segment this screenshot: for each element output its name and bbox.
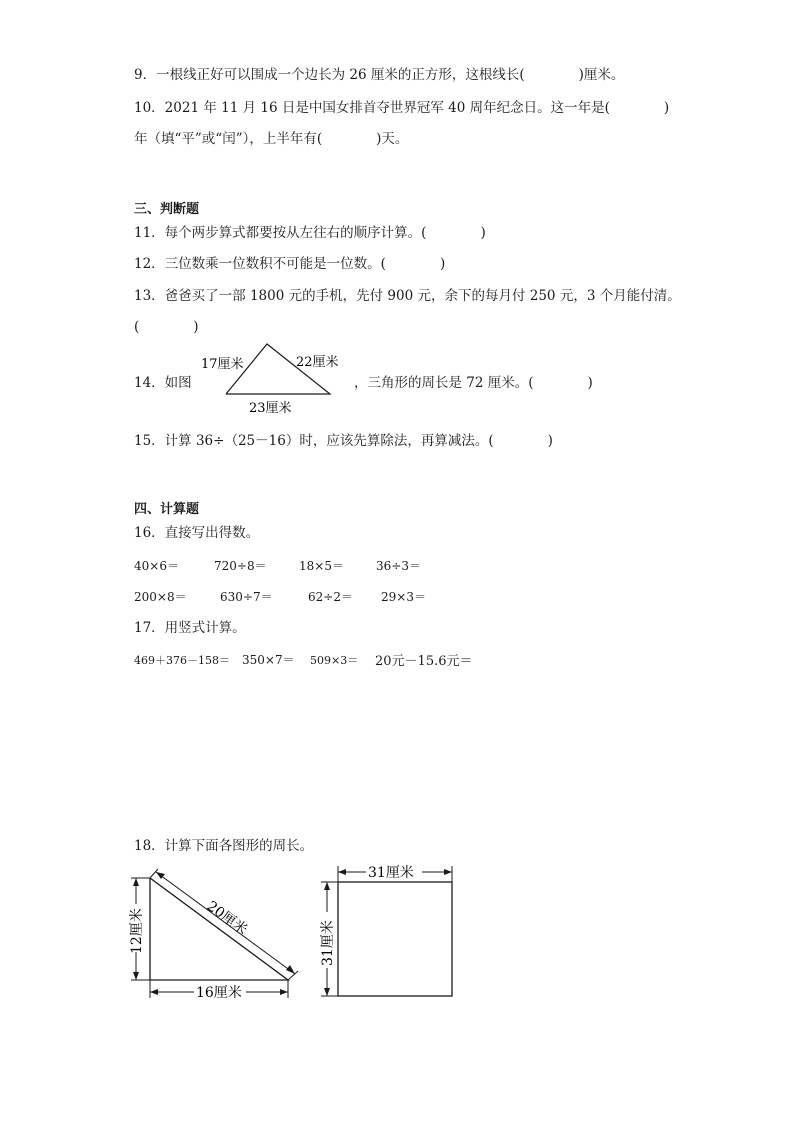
q18-triangle-hyp-label: 20厘米: [203, 898, 251, 939]
q17-item: 509×3＝: [310, 654, 359, 667]
q18-triangle-vertical-label: 12厘米: [129, 908, 145, 954]
question-15: 15．计算 36÷（25－16）时，应该先算除法，再算减法。( ): [134, 433, 553, 449]
q18-square-top-label: 31厘米: [368, 865, 414, 881]
q18-right-triangle-figure: [128, 866, 308, 1006]
question-10-line2: 年（填“平”或“闰”），上半年有( )天。: [134, 131, 409, 147]
q17-item: 350×7＝: [242, 653, 295, 667]
q18-triangle-bottom-label: 16厘米: [196, 985, 242, 1001]
question-17: 17．用竖式计算。: [134, 620, 246, 636]
q17-item: 20元－15.6元＝: [375, 654, 473, 669]
question-13-line2: ( ): [134, 319, 199, 335]
section-3-heading: 三、判断题: [134, 202, 200, 217]
q16-item: 29×3＝: [381, 590, 426, 604]
q14-left-label: 17厘米: [201, 357, 244, 372]
question-14-suffix: ，三角形的周长是 72 厘米。( ): [354, 375, 593, 391]
q14-right-label: 22厘米: [296, 355, 339, 370]
question-14-triangle-figure: [201, 342, 348, 417]
question-18: 18．计算下面各图形的周长。: [134, 838, 314, 854]
question-10-line1: 10．2021 年 11 月 16 日是中国女排首夺世界冠军 40 周年纪念日。这一年是( ): [134, 100, 670, 116]
question-16: 16．直接写出得数。: [134, 525, 260, 541]
question-14-prefix: 14．如图: [134, 375, 192, 391]
question-9: 9．一根线正好可以围成一个边长为 26 厘米的正方形，这根线长( )厘米。: [134, 67, 625, 83]
q16-item: 36÷3＝: [376, 559, 421, 573]
question-13-line1: 13．爸爸买了一部 1800 元的手机，先付 900 元，余下的每月付 250 元，3 个月能付清。: [134, 288, 681, 304]
q16-item: 720÷8＝: [214, 559, 267, 573]
q18-square-figure: [318, 862, 458, 1002]
question-11: 11．每个两步算式都要按从左往右的顺序计算。( ): [134, 225, 486, 241]
q16-item: 18×5＝: [299, 559, 344, 573]
question-12: 12．三位数乘一位数积不可能是一位数。( ): [134, 256, 446, 272]
q16-item: 62÷2＝: [308, 590, 353, 604]
q17-item: 469＋376－158＝: [134, 654, 230, 667]
q16-item: 630÷7＝: [220, 590, 273, 604]
q16-item: 200×8＝: [134, 590, 187, 604]
q18-square-side-label: 31厘米: [320, 920, 336, 966]
section-4-heading: 四、计算题: [134, 502, 200, 517]
q16-item: 40×6＝: [134, 559, 179, 573]
q14-bottom-label: 23厘米: [249, 401, 292, 416]
